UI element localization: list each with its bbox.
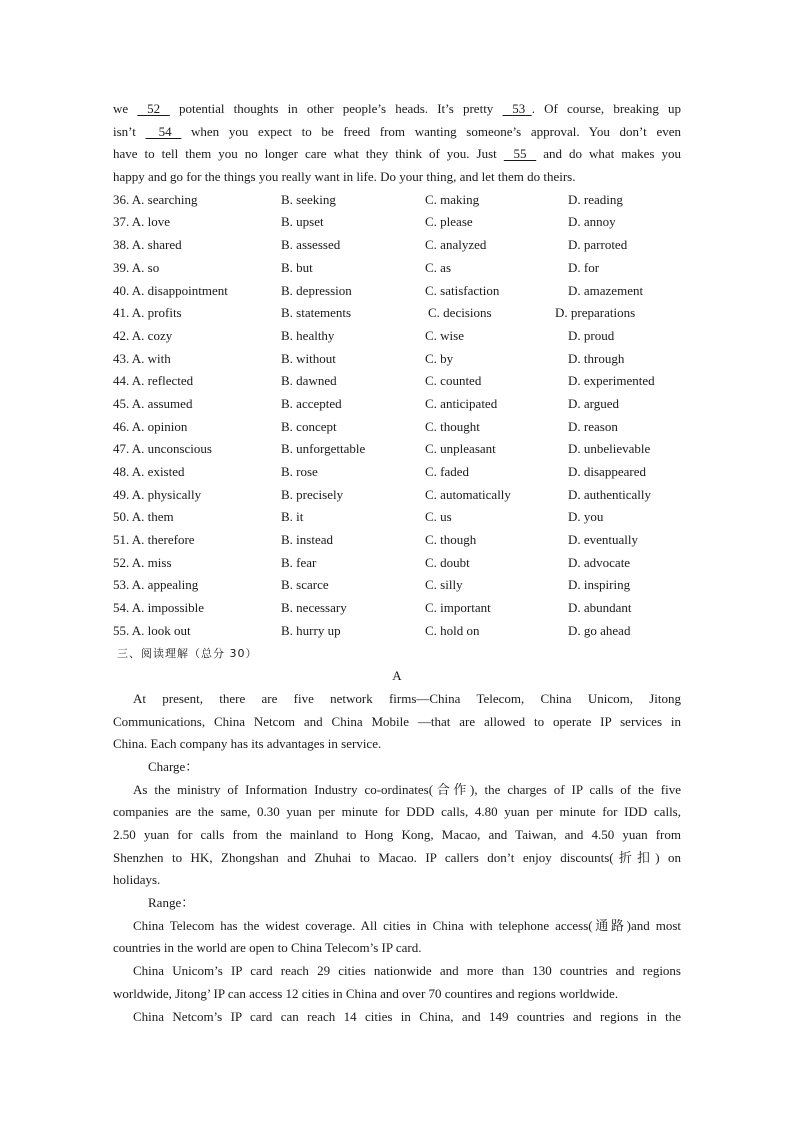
option-c: C. satisfaction (425, 282, 500, 298)
question-row (113, 393, 681, 416)
option-c: C. though (425, 532, 477, 548)
option-c: C. counted (425, 373, 482, 389)
option-c: C. making (425, 191, 480, 207)
question-row (113, 620, 681, 643)
option-d: D. go ahead (568, 622, 631, 638)
option-b: B. dawned (281, 373, 337, 389)
option-a: 55. A. look out (113, 622, 191, 638)
passage-line: China Telecom has the widest coverage. All cities in China with telephone access(通路)and most (133, 917, 681, 933)
option-c: C. doubt (425, 554, 470, 570)
question-row (113, 552, 681, 575)
option-d: D. reason (568, 418, 618, 434)
question-row (113, 325, 681, 348)
option-b: B. necessary (281, 600, 347, 616)
option-d: D. through (568, 350, 625, 366)
passage-text: isn’t (113, 123, 146, 139)
option-d: D. experimented (568, 373, 655, 389)
passage-line (113, 121, 681, 144)
question-options-list (113, 189, 681, 643)
passage-line (113, 143, 681, 166)
option-d: D. disappeared (568, 464, 646, 479)
option-a: 45. A. assumed (113, 395, 193, 411)
option-b: B. depression (281, 282, 352, 298)
option-c: C. us (425, 509, 452, 525)
option-b: B. healthy (281, 327, 335, 343)
charge-label: Charge： (148, 758, 199, 774)
option-b: B. concept (281, 418, 337, 434)
question-row (113, 506, 681, 529)
option-c: C. decisions (428, 305, 492, 321)
option-c: C. faded (425, 464, 470, 479)
option-b: B. scarce (281, 577, 329, 593)
passage-line: companies are the same, 0.30 yuan per minute for DDD calls, 4.80 yuan per minute for IDD calls, (113, 804, 681, 820)
option-c: C. analyzed (425, 237, 487, 253)
option-a: 37. A. love (113, 214, 171, 230)
option-c: C. important (425, 600, 491, 616)
passage-text: have to tell them you no longer care what they think of you. Just (113, 146, 504, 162)
passage-line: China Unicom’s IP card reach 29 cities nationwide and more than 130 countries and regions (133, 963, 681, 979)
passage-text: . Of course, breaking up (531, 101, 681, 116)
question-row (113, 302, 681, 325)
question-row (113, 484, 681, 507)
passage-line: China. Each company has its advantages in service. (113, 736, 382, 752)
option-a: 41. A. profits (113, 305, 182, 321)
question-row (113, 574, 681, 597)
option-c: C. hold on (425, 622, 480, 638)
passage-line: China Netcom’s IP card can reach 14 cities in China, and 149 countries and regions in the (133, 1008, 681, 1024)
option-b: B. unforgettable (281, 441, 366, 457)
question-row (113, 416, 681, 439)
blank-54: 54 (158, 123, 172, 139)
passage-text: we (113, 101, 138, 116)
option-a: 47. A. unconscious (113, 441, 212, 457)
question-row (113, 280, 681, 303)
option-b: B. seeking (281, 191, 336, 207)
question-row (113, 257, 681, 280)
option-d: D. you (568, 509, 604, 525)
option-d: D. advocate (568, 554, 631, 570)
option-a: 43. A. with (113, 350, 171, 366)
passage-text: and do what makes you (536, 146, 681, 162)
option-c: C. wise (425, 327, 464, 343)
option-d: D. abundant (568, 600, 632, 616)
passage-line (113, 166, 681, 189)
option-a: 42. A. cozy (113, 327, 173, 343)
question-row (113, 438, 681, 461)
option-b: B. hurry up (281, 622, 341, 638)
option-d: D. proud (568, 327, 615, 343)
question-row (113, 370, 681, 393)
passage-letter: A (392, 668, 402, 684)
question-row (113, 234, 681, 257)
passage-line: Shenzhen to HK, Zhongshan and Zhuhai to Macao. IP callers don’t enjoy discounts(折扣) on (113, 849, 681, 865)
blank-52: 52 (147, 101, 161, 116)
option-d: D. reading (568, 191, 623, 207)
option-a: 39. A. so (113, 259, 160, 275)
page-content (113, 98, 681, 1028)
option-d: D. annoy (568, 214, 616, 230)
option-d: D. authentically (568, 486, 652, 502)
passage-line: At present, there are five network firms—China Telecom, China Unicom, Jitong (133, 690, 681, 706)
option-a: 46. A. opinion (113, 418, 188, 434)
passage-line: 2.50 yuan for calls from the mainland to Hong Kong, Macao, and Taiwan, and 4.50 yuan from (113, 827, 681, 842)
passage-text: potential thoughts in other people’s heads. It’s pretty (169, 101, 503, 116)
option-a: 50. A. them (113, 509, 174, 525)
blank-53: 53 (512, 101, 526, 116)
option-c: C. automatically (425, 486, 511, 502)
question-row (113, 211, 681, 234)
passage-line: As the ministry of Information Industry co-ordinates(合作), the charges of IP calls of the five (133, 781, 681, 797)
range-label: Range： (148, 895, 195, 911)
option-d: D. unbelievable (568, 441, 651, 457)
passage-text: happy and go for the things you really want in life. Do your thing, and let them do theirs. (113, 169, 576, 185)
option-b: B. precisely (281, 486, 344, 502)
option-b: B. but (281, 259, 313, 275)
question-row (113, 189, 681, 212)
option-d: D. inspiring (568, 577, 631, 593)
option-d: D. for (568, 259, 600, 275)
question-row (113, 348, 681, 371)
question-row (113, 597, 681, 620)
option-a: 53. A. appealing (113, 577, 199, 593)
option-a: 52. A. miss (113, 554, 172, 570)
passage-text: when you expect to be freed from wanting someone’s approval. You don’t even (181, 123, 681, 139)
passage-line: holidays. (113, 872, 161, 888)
question-row (113, 461, 681, 484)
option-a: 40. A. disappointment (113, 282, 228, 298)
passage-line: Communications, China Netcom and China Mobile —that are allowed to operate IP services in (113, 713, 681, 729)
option-c: C. please (425, 214, 473, 230)
question-row (113, 529, 681, 552)
option-b: B. assessed (281, 237, 341, 253)
option-a: 51. A. therefore (113, 532, 195, 548)
option-b: B. fear (281, 554, 317, 570)
option-a: 54. A. impossible (113, 600, 205, 616)
option-c: C. thought (425, 418, 480, 434)
option-b: B. rose (281, 464, 318, 479)
option-a: 48. A. existed (113, 464, 185, 479)
option-a: 36. A. searching (113, 191, 198, 207)
option-a: 44. A. reflected (113, 373, 194, 389)
option-a: 49. A. physically (113, 486, 202, 502)
option-d: D. parroted (568, 237, 628, 253)
blank-55: 55 (513, 146, 527, 162)
option-c: C. by (425, 350, 454, 366)
option-d: D. preparations (555, 305, 636, 321)
option-b: B. statements (281, 305, 352, 321)
option-a: 38. A. shared (113, 237, 182, 253)
option-c: C. anticipated (425, 395, 498, 411)
option-c: C. silly (425, 577, 463, 593)
option-d: D. amazement (568, 282, 644, 298)
option-c: C. as (425, 259, 451, 275)
option-b: B. instead (281, 532, 333, 548)
passage-line: worldwide, Jitong’ IP can access 12 cities in China and over 70 countires and regions worldwide. (113, 985, 619, 1001)
passage-line (113, 98, 681, 121)
section-heading: 三、阅读理解（总分 30） (117, 646, 258, 660)
option-b: B. it (281, 509, 304, 525)
passage-line: countries in the world are open to China Telecom’s IP card. (113, 940, 422, 956)
option-c: C. unpleasant (425, 441, 496, 457)
option-d: D. eventually (568, 532, 639, 548)
option-b: B. without (281, 350, 336, 366)
option-b: B. upset (281, 214, 324, 230)
option-b: B. accepted (281, 395, 342, 411)
option-d: D. argued (568, 395, 620, 411)
